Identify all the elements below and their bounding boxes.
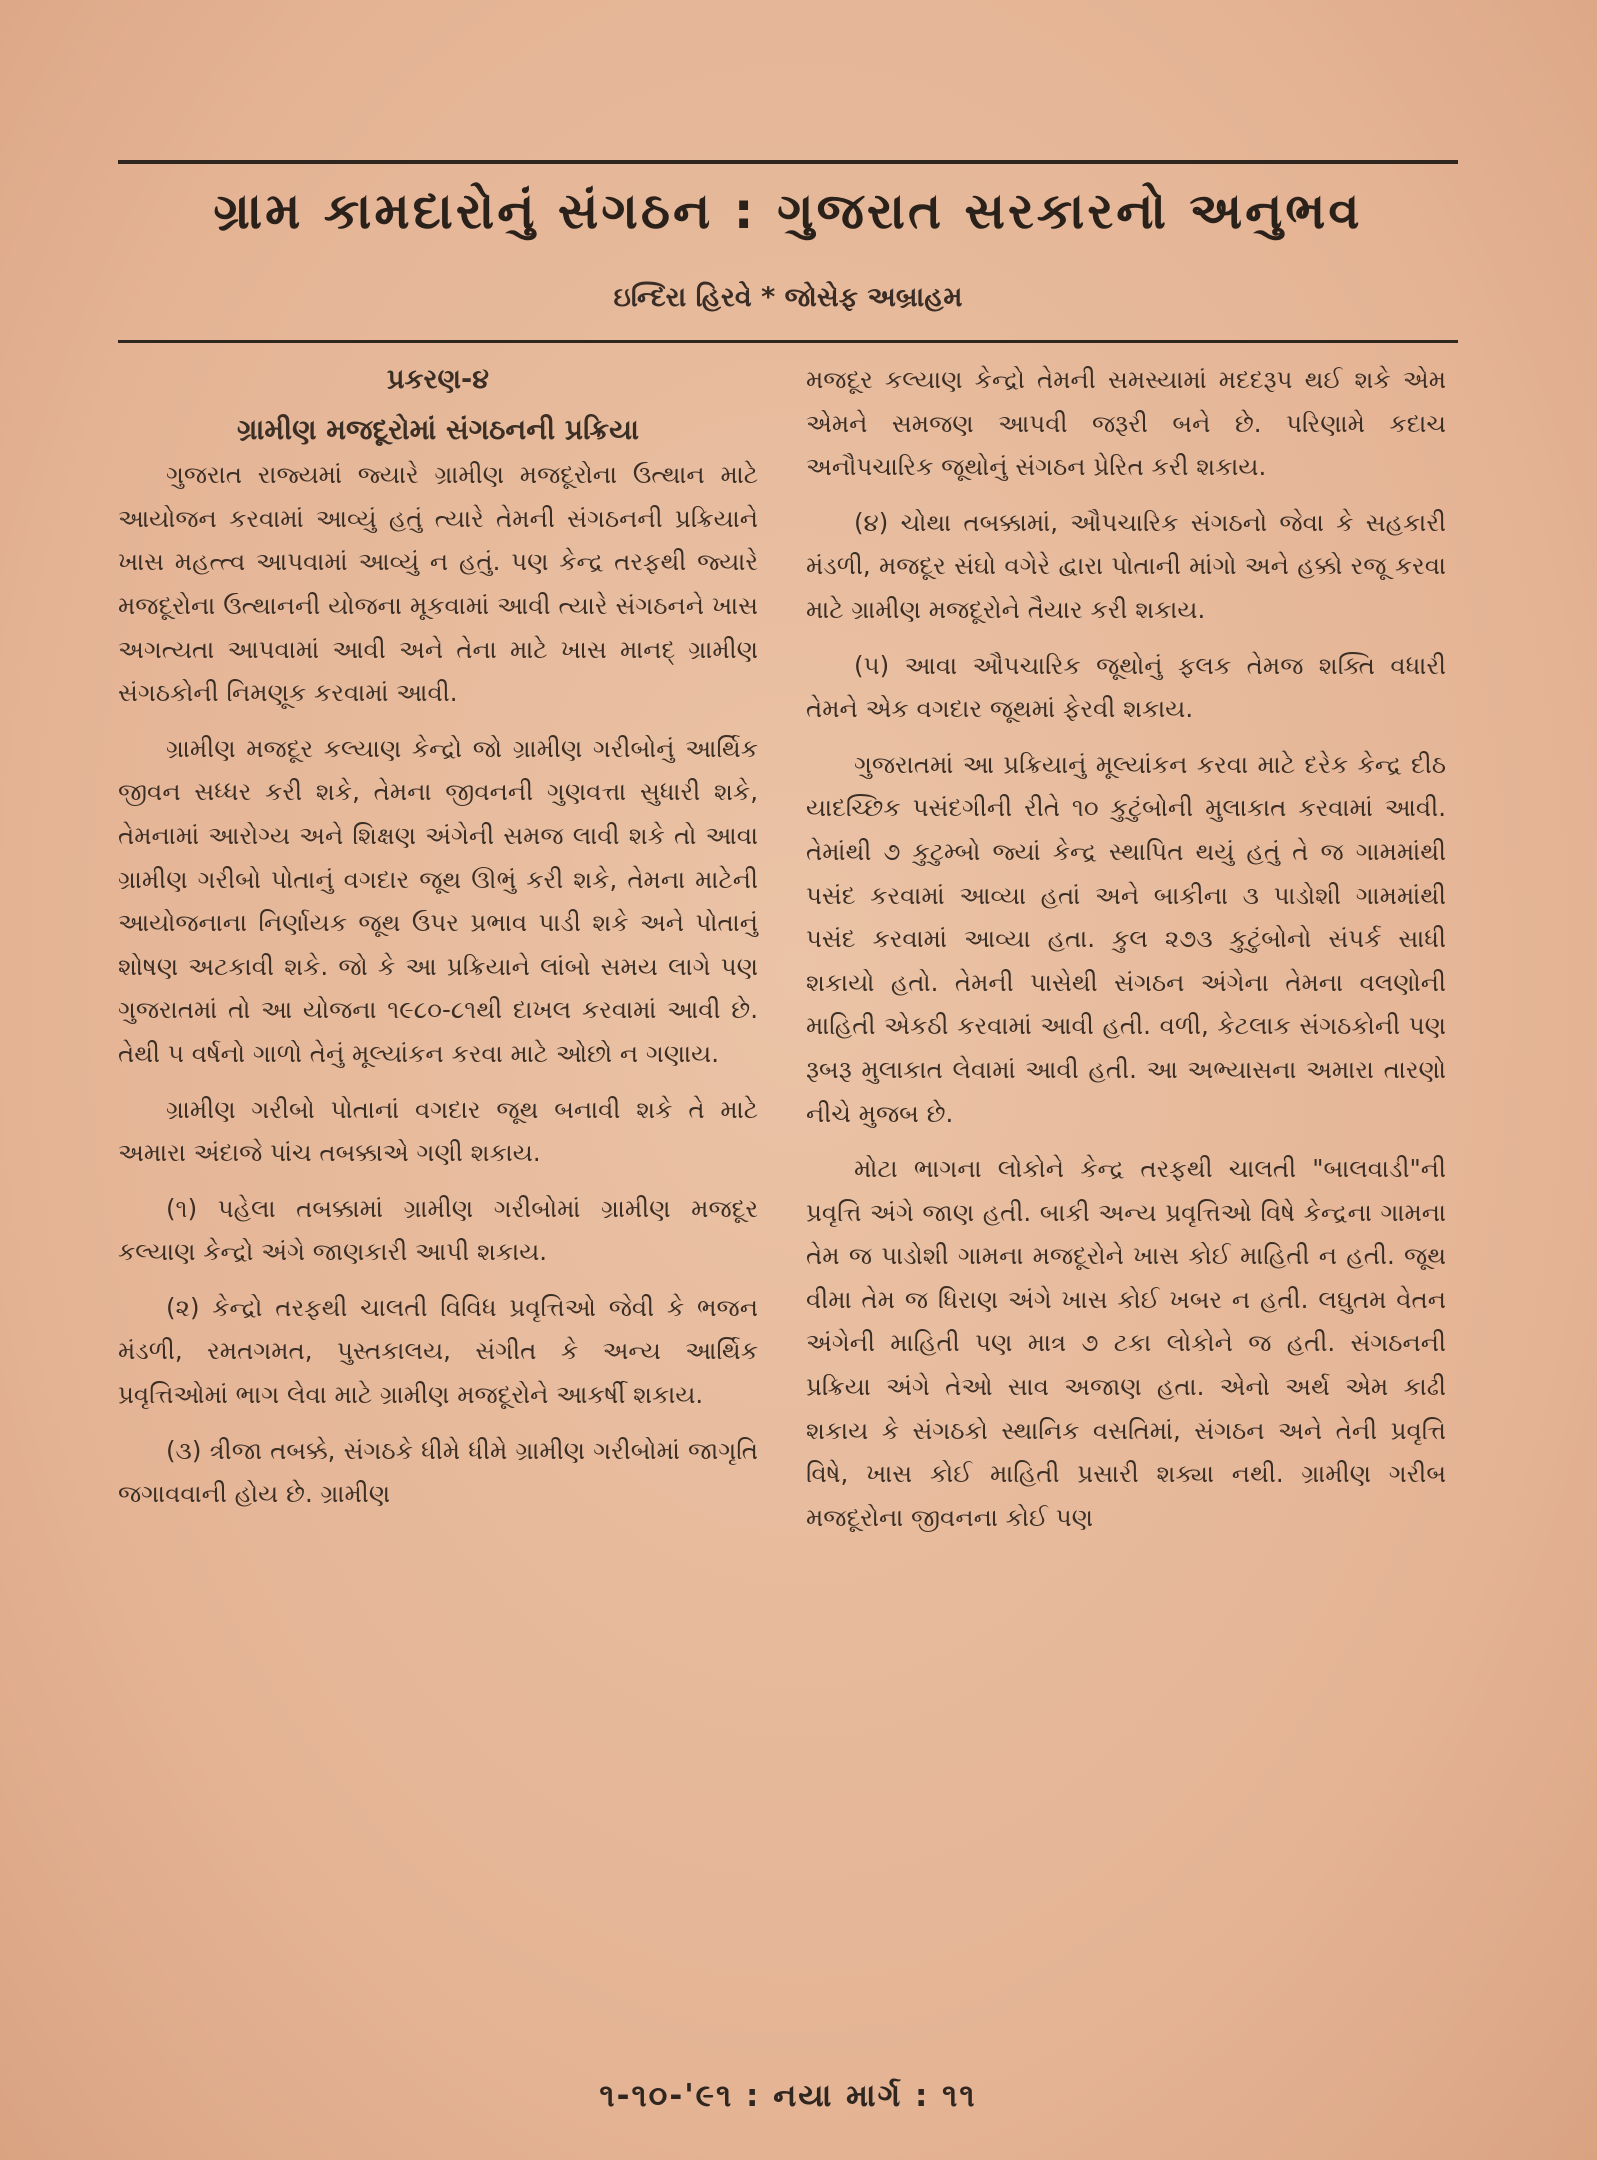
article-title: ગ્રામ કામદારોનું સંગઠન : ગુજરાત સરકારનો અનુભવ (213, 182, 1363, 240)
top-rule (118, 160, 1458, 164)
paragraph: (૨) કેન્દ્રો તરફથી ચાલતી વિવિધ પ્રવૃત્તિઓ જેવી કે ભજન મંડળી, રમતગમત, પુસ્તકાલય, સંગીત કે અન્ય આર્થિક પ્રવૃત્તિઓમાં ભાગ લેવા માટે ગ્રામીણ મજદૂરોને આકર્ષી શકાય. (118, 1292, 758, 1410)
title-rule (118, 340, 1458, 343)
paragraph: (૧) પહેલા તબક્કામાં ગ્રામીણ ગરીબોમાં ગ્રામીણ મજદૂર કલ્યાણ કેન્દ્રો અંગે જાણકારી આપી શકાય. (118, 1193, 758, 1267)
chapter-label: પ્રકરણ-૪ (386, 364, 490, 395)
page-footer: ૧-૧૦-'૯૧ : નયા માર્ગ : ૧૧ (599, 2078, 977, 2114)
paragraph: (૫) આવા ઔપચારિક જૂથોનું ફલક તેમજ શક્તિ વધારી તેમને એક વગદાર જૂથમાં ફેરવી શકાય. (806, 650, 1446, 724)
left-column (118, 358, 758, 1528)
paragraph: મજદૂર કલ્યાણ કેન્દ્રો તેમની સમસ્યામાં મદદરૂપ થઈ શકે એમ એમને સમજણ આપવી જરૂરી બને છે. પરિણામે કદાચ અનૌપચારિક જૂથોનું સંગઠન પ્રેરિત કરી શકાય. (806, 365, 1446, 482)
paragraph: ગુજરાત રાજ્યમાં જ્યારે ગ્રામીણ મજદૂરોના ઉત્થાન માટે આયોજન કરવામાં આવ્યું હતું ત્યારે તેમની સંગઠનની પ્રક્રિયાને ખાસ મહત્ત્વ આપવામાં આવ્યું ન હતું. પણ કેન્દ્ર તરફથી જ્યારે મજદૂરોના ઉત્થાનની યોજના મૂકવામાં આવી ત્યારે સંગઠનને ખાસ અગત્યતા આપવામાં આવી અને તેના માટે ખાસ માનદ્ ગ્રામીણ સંગઠકોની નિમણૂક કરવામાં આવી. (118, 460, 758, 708)
article-byline: ઇન્દિરા હિરવે * જોસેફ અબ્રાહમ (613, 282, 963, 313)
paragraph: ગ્રામીણ મજદૂર કલ્યાણ કેન્દ્રો જો ગ્રામીણ ગરીબોનું આર્થિક જીવન સધ્ધર કરી શકે, તેમના જીવનની ગુણવત્તા સુધારી શકે, તેમનામાં આરોગ્ય અને શિક્ષણ અંગેની સમજ લાવી શકે તો આવા ગ્રામીણ ગરીબો પોતાનું વગદાર જૂથ ઊભું કરી શકે, તેમના માટેની આયોજનાના નિર્ણાયક જૂથ ઉપર પ્રભાવ પાડી શકે અને પોતાનું શોષણ અટકાવી શકે. જો કે આ પ્રક્રિયાને લાંબો સમય લાગે પણ ગુજરાતમાં તો આ યોજના ૧૯૮૦-૮૧થી દાખલ કરવામાં આવી છે. તેથી ૫ વર્ષનો ગાળો તેનું મૂલ્યાંકન કરવા માટે ઓછો ન ગણાય. (118, 733, 758, 1068)
paragraph: (૪) ચોથા તબક્કામાં, ઔપચારિક સંગઠનો જેવા કે સહકારી મંડળી, મજદૂર સંઘો વગેરે દ્વારા પોતાની માંગો અને હક્કો રજૂ કરવા માટે ગ્રામીણ મજદૂરોને તૈયાર કરી શકાય. (806, 507, 1446, 624)
paragraph: ગુજરાતમાં આ પ્રક્રિયાનું મૂલ્યાંકન કરવા માટે દરેક કેન્દ્ર દીઠ યાદચ્છિક પસંદગીની રીતે ૧૦ કુટુંબોની મુલાકાત કરવામાં આવી. તેમાંથી ૭ કુટુમ્બો જ્યાં કેન્દ્ર સ્થાપિત થયું હતું તે જ ગામમાંથી પસંદ કરવામાં આવ્યા હતાં અને બાકીના ૩ પાડોશી ગામમાંથી પસંદ કરવામાં આવ્યા હતા. કુલ ૨૭૩ કુટુંબોનો સંપર્ક સાધી શકાયો હતો. તેમની પાસેથી સંગઠન અંગેના તેમના વલણોની માહિતી એકઠી કરવામાં આવી હતી. વળી, કેટલાક સંગઠકોની પણ રૂબરૂ મુલાકાત લેવામાં આવી હતી. આ અભ્યાસના અમારા તારણો નીચે મુજબ છે. (806, 749, 1446, 1128)
paragraph: મોટા ભાગના લોકોને કેન્દ્ર તરફથી ચાલતી "બાલવાડી"ની પ્રવૃત્તિ અંગે જાણ હતી. બાકી અન્ય પ્રવૃત્તિઓ વિષે કેન્દ્રના ગામના તેમ જ પાડોશી ગામના મજદૂરોને ખાસ કોઈ માહિતી ન હતી. જૂથ વીમા તેમ જ ધિરાણ અંગે ખાસ કોઈ ખબર ન હતી. લઘુતમ વેતન અંગેની માહિતી પણ માત્ર ૭ ટકા લોકોને જ હતી. સંગઠનની પ્રક્રિયા અંગે તેઓ સાવ અજાણ હતા. એનો અર્થ એમ કાઢી શકાય કે સંગઠકો સ્થાનિક વસતિમાં, સંગઠન અને તેની પ્રવૃત્તિ વિષે, ખાસ કોઈ માહિતી પ્રસારી શક્યા નથી. ગ્રામીણ ગરીબ મજદૂરોના જીવનના કોઈ પણ (806, 1154, 1446, 1532)
paragraph: (૩) ત્રીજા તબક્કે, સંગઠકે ધીમે ધીમે ગ્રામીણ ગરીબોમાં જાગૃતિ જગાવવાની હોય છે. ગ્રામીણ (118, 1435, 758, 1509)
right-column (806, 358, 1446, 1551)
paragraph: ગ્રામીણ ગરીબો પોતાનાં વગદાર જૂથ બનાવી શકે તે માટે અમારા અંદાજે પાંચ તબક્કાએ ગણી શકાય. (118, 1094, 758, 1168)
section-heading: ગ્રામીણ મજદૂરોમાં સંગઠનની પ્રક્રિયા (237, 412, 639, 446)
